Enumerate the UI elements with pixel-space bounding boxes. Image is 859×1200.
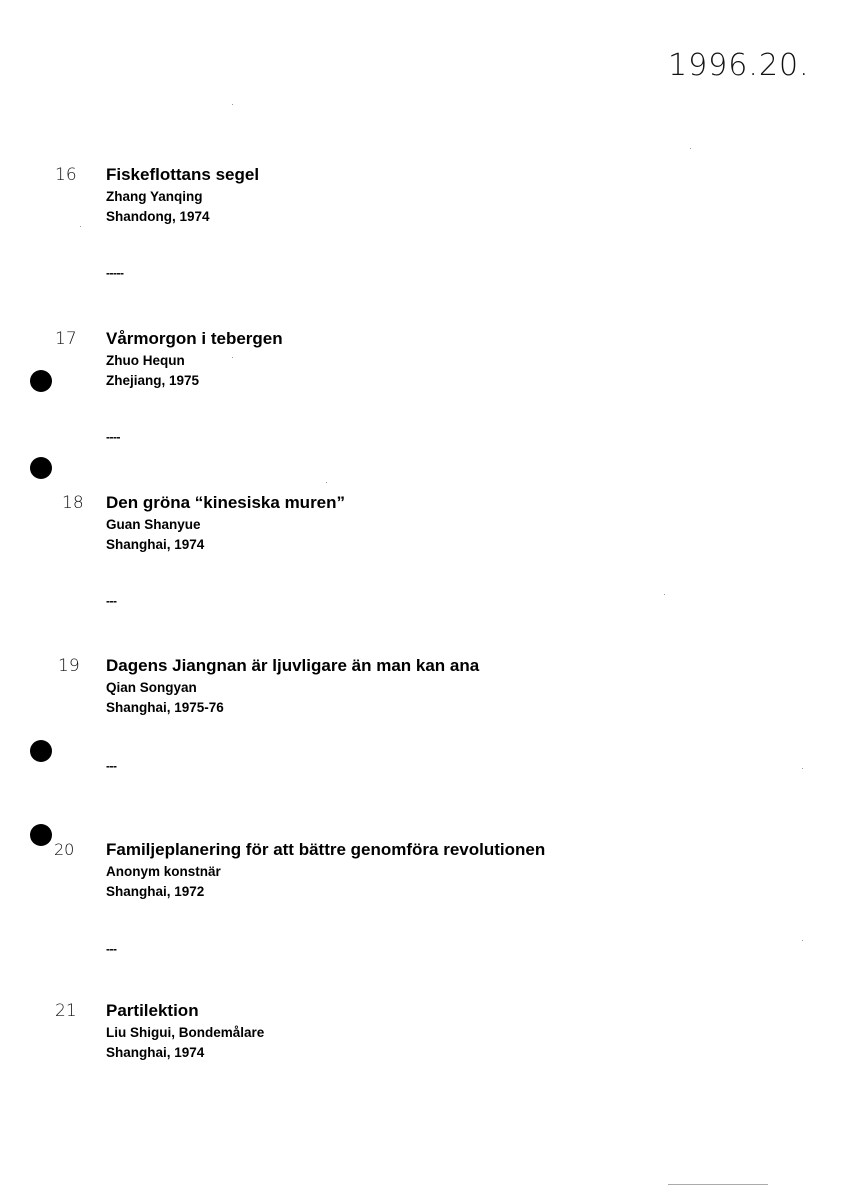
- scan-speck: [326, 482, 327, 483]
- entry-title: Fiskeflottans segel: [106, 165, 260, 184]
- scan-speck: [664, 594, 665, 595]
- entry-place-year: Zhejiang, 1975: [106, 373, 200, 388]
- entry-separator: ---: [106, 594, 117, 608]
- punch-hole: [30, 740, 52, 762]
- entry-separator: -----: [106, 266, 124, 280]
- entry-number: 19: [58, 656, 80, 676]
- entry-artist: Zhuo Hequn: [106, 353, 185, 368]
- entry-place-year: Shanghai, 1972: [106, 884, 205, 899]
- entry-title: Dagens Jiangnan är ljuvligare än man kan ana: [106, 656, 480, 675]
- entry-artist: Guan Shanyue: [106, 517, 201, 532]
- entry-title: Partilektion: [106, 1001, 199, 1020]
- bottom-rule: [668, 1184, 768, 1185]
- punch-hole: [30, 370, 52, 392]
- scan-speck: [232, 357, 233, 358]
- scan-speck: [802, 940, 803, 941]
- entry-title: Familjeplanering för att bättre genomföra revolutionen: [106, 840, 546, 859]
- scan-speck: [690, 148, 691, 149]
- entry-place-year: Shandong, 1974: [106, 209, 210, 224]
- entry-title: Den gröna “kinesiska muren”: [106, 493, 346, 512]
- entry-artist: Anonym konstnär: [106, 864, 221, 879]
- entry-number: 16: [55, 165, 77, 185]
- entry-separator: ---: [106, 942, 117, 956]
- scan-speck: [802, 768, 803, 769]
- entry-artist: Liu Shigui, Bondemålare: [106, 1025, 265, 1040]
- entry-place-year: Shanghai, 1975-76: [106, 700, 224, 715]
- punch-hole: [30, 824, 52, 846]
- entry-separator: ---: [106, 759, 117, 773]
- entry-separator: ----: [106, 430, 120, 444]
- entry-number: 20: [54, 840, 75, 859]
- entry-title: Vårmorgon i tebergen: [106, 329, 283, 348]
- scan-speck: [232, 104, 233, 105]
- entry-place-year: Shanghai, 1974: [106, 1045, 205, 1060]
- entry-place-year: Shanghai, 1974: [106, 537, 205, 552]
- entry-artist: Zhang Yanqing: [106, 189, 203, 204]
- entry-number: 21: [55, 1001, 77, 1021]
- punch-hole: [30, 457, 52, 479]
- scan-speck: [80, 226, 81, 227]
- entry-artist: Qian Songyan: [106, 680, 197, 695]
- handwritten-catalog-number: 1996.20.: [668, 48, 810, 83]
- entry-number: 17: [55, 329, 77, 349]
- entry-number: 18: [62, 493, 84, 513]
